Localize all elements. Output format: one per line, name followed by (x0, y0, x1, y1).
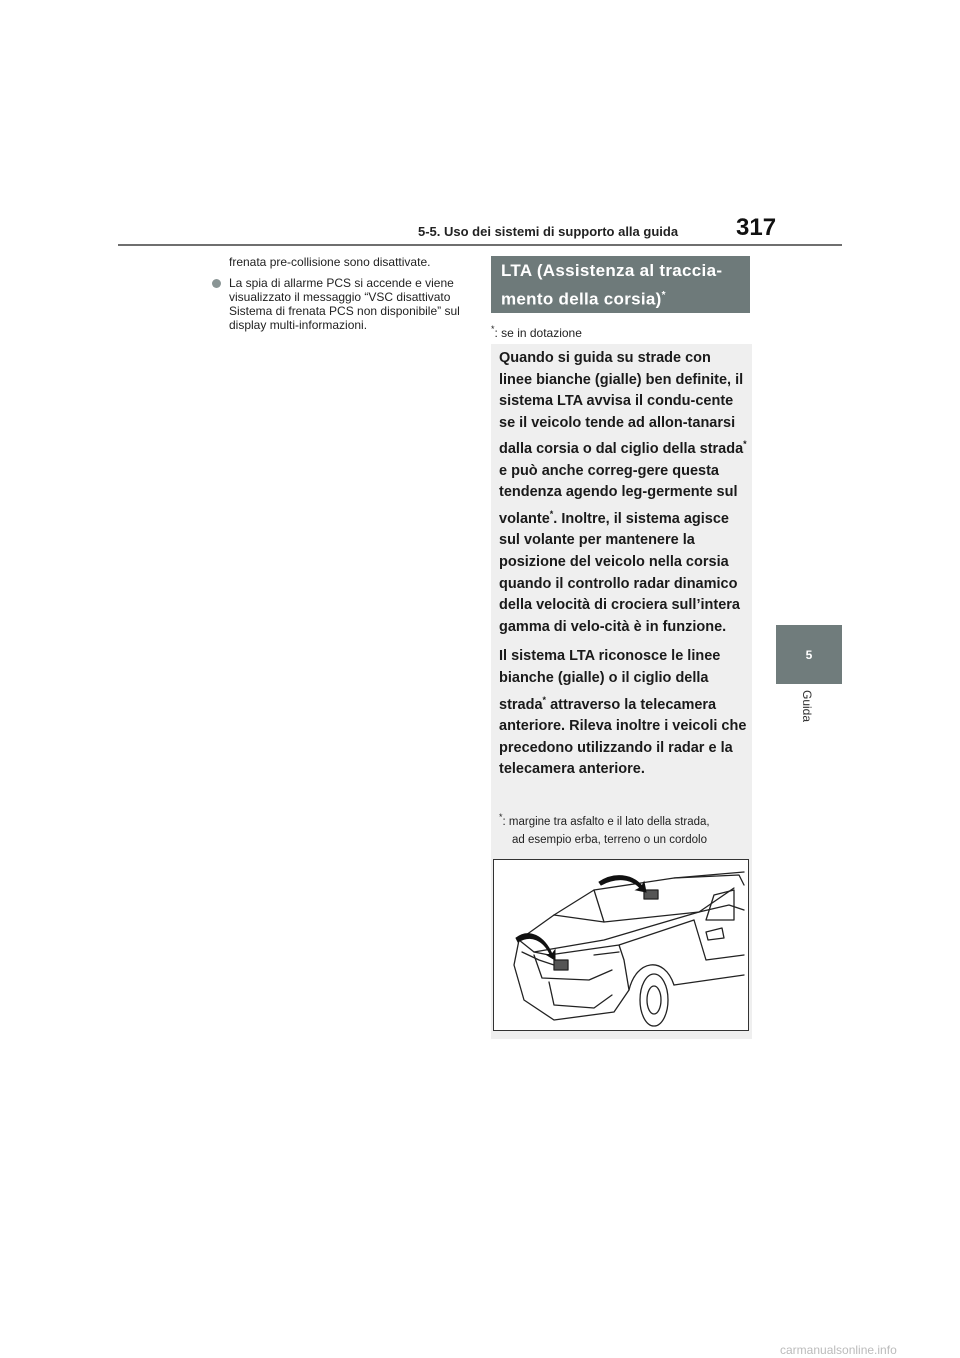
availability-note (491, 324, 582, 340)
paragraph-text: Quando si guida su strade con linee bianche (gialle) ben definite, il sistema LTA avvisa il condu-cente se il veicolo tende ad allon-tanarsi dalla corsia o dal ciglio della strada (499, 350, 744, 458)
footnote-mark: * (491, 324, 495, 334)
intro-paragraph-2 (499, 646, 747, 780)
chapter-label: Guida (800, 690, 814, 723)
header-divider (118, 244, 842, 246)
bullet-text: La spia di allarme PCS si accende e viene visualizzato il messaggio “VSC disattivato Sistema di frenata PCS non disponibile” sul display multi-informazioni. (229, 276, 460, 332)
footnote-text: ad esempio erba, terreno o un cordolo (512, 833, 707, 846)
footnote-mark: * (743, 439, 747, 450)
section-title-line2: mento della corsia) (501, 289, 662, 309)
page-number: 317 (736, 214, 777, 241)
watermark: carmanualsonline.info (780, 1343, 897, 1357)
box-footnote (499, 808, 749, 849)
intro-text (499, 348, 747, 789)
section-title-line1: LTA (Assistenza al traccia- (501, 261, 723, 280)
footnote-mark: * (499, 812, 503, 822)
paragraph-text: Il sistema LTA riconosce le linee bianche (gialle) o il ciglio della strada (499, 648, 721, 713)
chapter-tab[interactable] (776, 625, 842, 684)
bullet-icon (212, 279, 221, 288)
continued-text: frenata pre-collisione sono disattivate. (229, 255, 431, 269)
bullet-item (229, 276, 470, 332)
car-drawing-icon (494, 860, 748, 1030)
footnote-mark: * (661, 290, 666, 301)
chapter-number: 5 (805, 647, 813, 662)
intro-paragraph-1 (499, 348, 747, 638)
section-title: 5-5. Uso dei sistemi di supporto alla guida (418, 224, 679, 239)
availability-text: : se in dotazione (494, 326, 582, 340)
vehicle-illustration (493, 859, 749, 1031)
paragraph-text: attraverso la telecamera anteriore. Rileva inoltre i veicoli che precedono utilizzando il radar e la telecamera anteriore. (499, 696, 747, 778)
footnote-text: : margine tra asfalto e il lato della strada, (502, 815, 710, 828)
left-column (212, 255, 470, 332)
paragraph-text: . Inoltre, il sistema agisce sul volante per mantenere la posizione del veicolo nella corsia quando il controllo radar dinamico della velocità di crociera sull’intera gamma di velo-cità è in funzione. (499, 510, 740, 635)
footnote-mark: * (542, 694, 547, 705)
paragraph-text: e può anche correg-gere questa tendenza agendo leg-germente sul volante (499, 462, 738, 527)
footnote-mark: * (549, 508, 554, 519)
section-header (491, 256, 750, 313)
